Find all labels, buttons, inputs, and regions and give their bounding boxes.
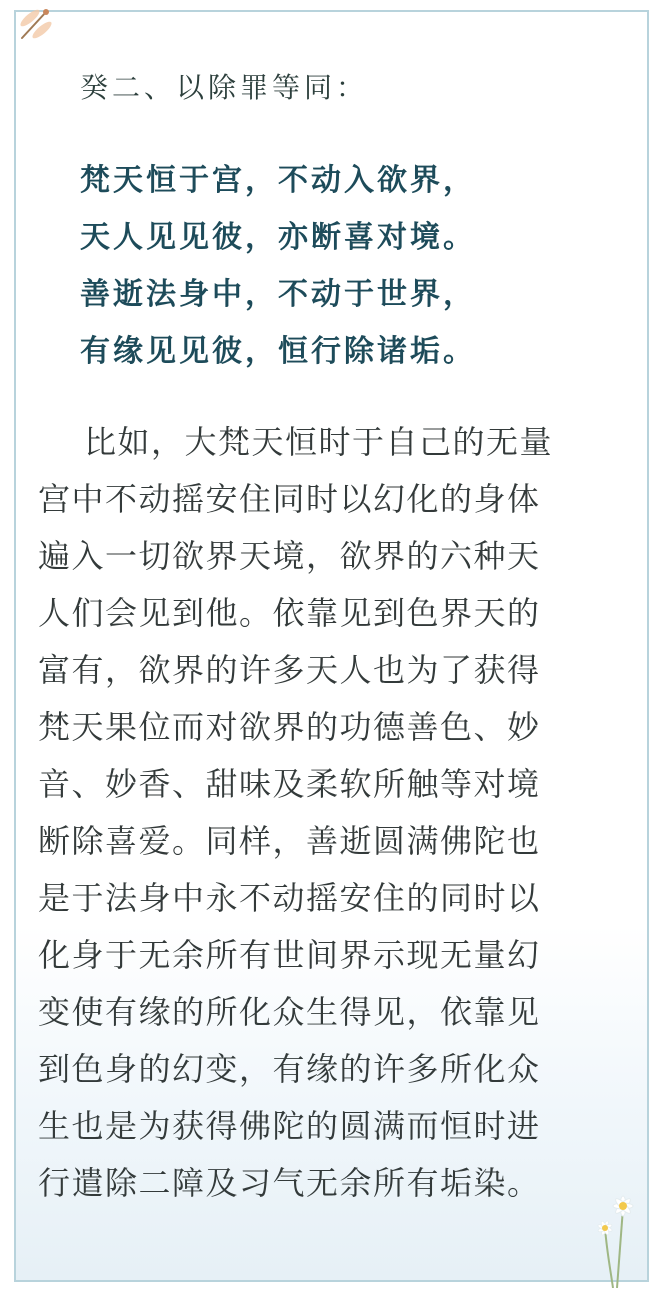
- verse-line: 有缘见见彼，恒行除诸垢。: [80, 334, 476, 369]
- paragraph-line: 断除喜爱。同样，善逝圆满佛陀也: [38, 822, 541, 860]
- paragraph-line: 比如，大梵天恒时于自己的无量: [84, 423, 554, 461]
- daisy-flowers-icon: [583, 1178, 653, 1288]
- paragraph-line: 梵天果位而对欲界的功德善色、妙: [38, 708, 541, 746]
- section-heading: 癸二、以除罪等同：: [80, 71, 369, 104]
- paragraph-line: 化身于无余所有世间界示现无量幻: [38, 936, 541, 974]
- paragraph-line: 音、妙香、甜味及柔软所触等对境: [38, 765, 541, 803]
- paragraph-line: 变使有缘的所化众生得见，依靠见: [38, 993, 541, 1031]
- paragraph-line: 遍入一切欲界天境，欲界的六种天: [38, 537, 541, 575]
- paragraph-line: 生也是为获得佛陀的圆满而恒时进: [38, 1107, 541, 1145]
- paragraph-line: 人们会见到他。依靠见到色界天的: [38, 594, 541, 632]
- verse-line: 天人见见彼，亦断喜对境。: [80, 220, 476, 255]
- paragraph-line: 富有，欲界的许多天人也为了获得: [38, 651, 541, 689]
- dragonfly-icon: [12, 4, 56, 44]
- verse-line: 善逝法身中，不动于世界，: [80, 277, 476, 312]
- paragraph-line: 宫中不动摇安住同时以幻化的身体: [38, 480, 541, 518]
- paragraph-line: 是于法身中永不动摇安住的同时以: [38, 879, 541, 917]
- verse-block: [80, 152, 476, 380]
- paragraph-line: 到色身的幻变，有缘的许多所化众: [38, 1050, 541, 1088]
- commentary-paragraph: [38, 414, 638, 1212]
- paragraph-line: 行遣除二障及习气无余所有垢染。: [38, 1164, 541, 1202]
- verse-line: 梵天恒于宫，不动入欲界，: [80, 163, 476, 198]
